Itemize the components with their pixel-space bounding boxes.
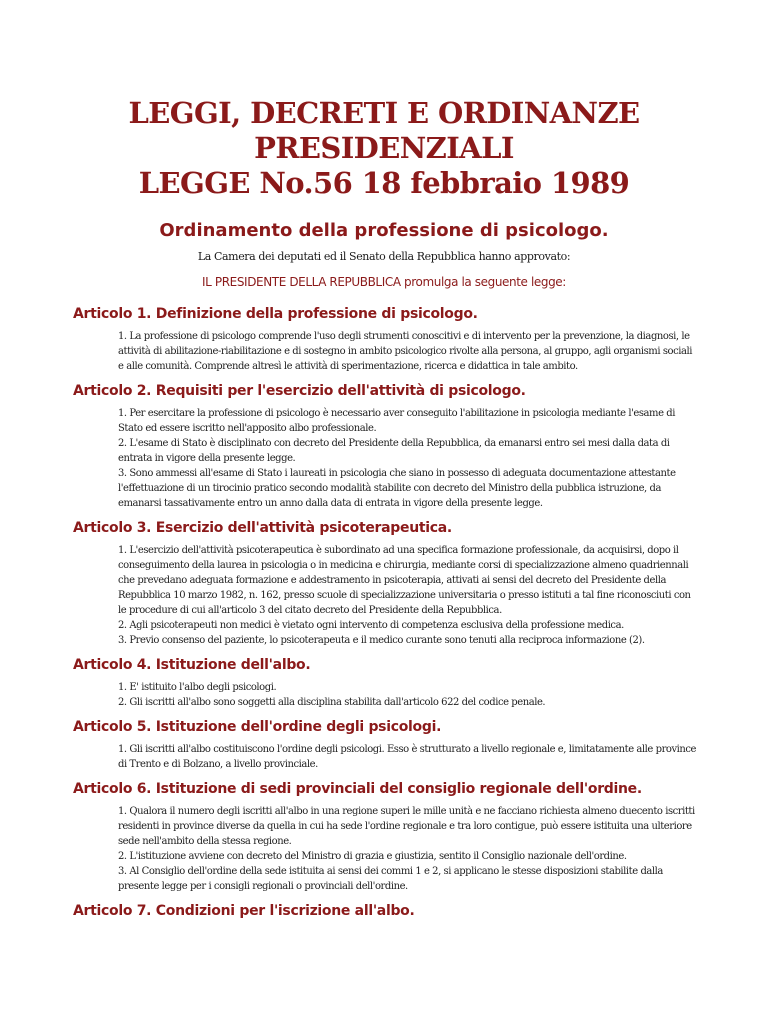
article-paragraph: 1. E' istituito l'albo degli psicologi. [118,682,277,693]
title-line-2: PRESIDENZIALI [254,131,514,165]
article-paragraph: 3. Sono ammessi all'esame di Stato i laureati in psicologia che siano in possesso di adeguata documentazione attestante l'effettuazione di un tirocinio pratico secondo modalità stabilite con decreto del Ministro della pubblica istruzione, da emanarsi tassativamente entro un anno dalla data di entrata in vigore della presente legge. [118,468,676,509]
article-paragraph: 2. Gli iscritti all'albo sono soggetti alla disciplina stabilita dall'articolo 622 del codice penale. [118,697,546,708]
article-paragraph: 1. L'esercizio dell'attività psicoterapeutica è subordinato ad una specifica formazione professionale, da acquisirsi, dopo il conseguimento della laurea in psicologia o in medicina e chirurgia, mediante corsi di specializzazione almeno quadriennali che prevedano adeguata formazione e addestramento in psicoterapia, attivati ai sensi del decreto del Presidente della Repubblica 10 marzo 1982, n. 162, presso scuole di specializzazione universitaria o presso istituti a tal fine riconosciuti con le procedure di cui all'articolo 3 del citato decreto del Presidente della Repubblica. [118,545,691,616]
article-heading: Articolo 3. Esercizio dell'attività psicoterapeutica. [73,520,452,536]
articles-list [73,304,703,926]
title-line-1: LEGGI, DECRETI E ORDINANZE [128,96,640,130]
article-paragraph: 1. Per esercitare la professione di psicologo è necessario aver conseguito l'abilitazione in psicologia mediante l'esame di Stato ed essere iscritto nell'apposito albo professionale. [118,408,675,434]
page-title [0,96,768,201]
article-paragraph: 1. La professione di psicologo comprende l'uso degli strumenti conoscitivi e di intervento per la prevenzione, la diagnosi, le attività di abilitazione-riabilitazione e di sostegno in ambito psicologico rivolte alla persona, al gruppo, agli organismi sociali e alle comunità. Comprende altresì le attività di sperimentazione, ricerca e didattica in tale ambito. [118,331,692,372]
article-heading: Articolo 5. Istituzione dell'ordine degli psicologi. [73,719,442,735]
article-body [118,680,698,710]
article-paragraph: 2. L'esame di Stato è disciplinato con decreto del Presidente della Repubblica, da emanarsi entro sei mesi dalla data di entrata in vigore della presente legge. [118,438,670,464]
article-heading: Articolo 4. Istituzione dell'albo. [73,657,311,673]
article-heading: Articolo 2. Requisiti per l'esercizio dell'attività di psicologo. [73,383,526,399]
article-body [118,742,698,772]
article-paragraph: 2. L'istituzione avviene con decreto del Ministro di grazia e giustizia, sentito il Consiglio nazionale dell'ordine. [118,851,627,862]
article-body [118,406,698,511]
title-line-3: LEGGE No.56 18 febbraio 1989 [138,166,630,200]
president-caps: IL PRESIDENTE DELLA REPUBBLICA [202,275,401,289]
article-body [118,329,698,374]
promulgation-line [0,274,768,290]
article-heading: Articolo 1. Definizione della professione di psicologo. [73,306,478,322]
article-body [118,543,698,648]
article-paragraph: 3. Previo consenso del paziente, lo psicoterapeuta e il medico curante sono tenuti alla reciproca informazione (2). [118,635,645,646]
article-paragraph: 1. Qualora il numero degli iscritti all'albo in una regione superi le mille unità e ne facciano richiesta almeno duecento iscritti residenti in province diverse da quella in cui ha sede l'ordine regionale e tra loro contigue, può essere istituita una ulteriore sede nell'ambito della stessa regione. [118,806,695,847]
article-paragraph: 1. Gli iscritti all'albo costituiscono l'ordine degli psicologi. Esso è strutturato a livello regionale e, limitatamente alle province di Trento e di Bolzano, a livello provinciale. [118,744,697,770]
intro-text: La Camera dei deputati ed il Senato della Repubblica hanno approvato: [197,250,571,263]
promulga-text: promulga la seguente legge: [400,275,566,289]
article-heading: Articolo 7. Condizioni per l'iscrizione all'albo. [73,903,415,919]
article-body [118,804,698,894]
article-heading: Articolo 6. Istituzione di sedi provinciali del consiglio regionale dell'ordine. [73,781,642,797]
law-subtitle: Ordinamento della professione di psicologo. [159,220,609,241]
article-paragraph: 2. Agli psicoterapeuti non medici è vietato ogni intervento di competenza esclusiva della professione medica. [118,620,624,631]
article-paragraph: 3. Al Consiglio dell'ordine della sede istituita ai sensi dei commi 1 e 2, si applicano le stesse disposizioni stabilite dalla presente legge per i consigli regionali o provinciali dell'ordine. [118,866,663,892]
